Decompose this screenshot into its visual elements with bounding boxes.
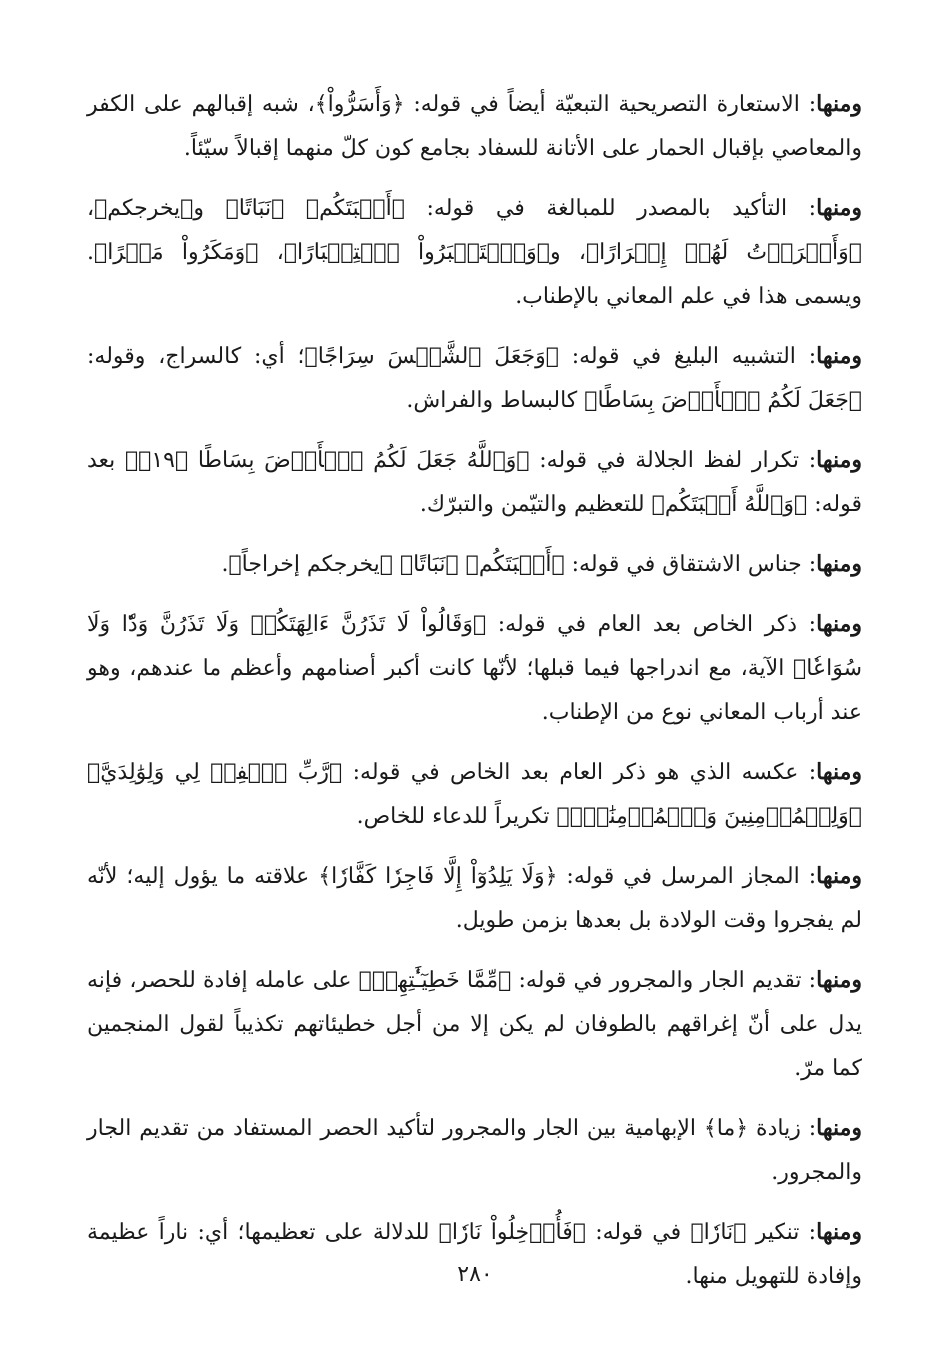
paragraph-lead: ومنها xyxy=(816,1115,862,1141)
page-body xyxy=(87,82,862,1314)
paragraph-9 xyxy=(87,958,862,1091)
paragraph-text: : التشبيه البليغ في قوله: ﴿وَجَعَلَ ٱلشَّمۡسَ سِرَاجًا﴾؛ أي: كالسراج، وقوله: ﴿جَعَلَ لَكُمُ ٱلۡأَرۡضَ بِسَاطًا﴾ كالبساط والفراش. xyxy=(87,344,862,413)
paragraph-lead: ومنها xyxy=(816,967,862,993)
paragraph-lead: ومنها xyxy=(816,343,862,369)
paragraph-text: : جناس الاشتقاق في قوله: ﴿أَنۢبَتَكُم﴾ ﴿نَبَاتًا﴾ ﴿يخرجكم إخراجاً﴾. xyxy=(221,552,817,577)
paragraph-text: : تقديم الجار والمجرور في قوله: ﴿مِّمَّا خَطِيٓـَٰٔتِهِمۡ﴾ على عامله إفادة للحصر، فإنه يدل على أنّ إغراقهم بالطوفان لم يكن إلا من أجل خطيئاتهم تكذيباً لقول المنجمين كما مرّ. xyxy=(87,968,862,1081)
paragraph-lead: ومنها xyxy=(816,551,862,577)
paragraph-2 xyxy=(87,186,862,319)
paragraph-1 xyxy=(87,82,862,171)
paragraph-text: : زيادة ﴿ما﴾ الإبهامية بين الجار والمجرور لتأكيد الحصر المستفاد من تقديم الجار والمجرور. xyxy=(87,1116,862,1185)
paragraph-text: : عكسه الذي هو ذكر العام بعد الخاص في قوله: ﴿رَّبِّ ٱغۡفِرۡ لِي وَلِوَٰلِدَيَّ﴾ ﴿وَلِلۡمُؤۡمِنِينَ وَٱلۡمُؤۡمِنَٰتِۖ﴾ تكريراً للدعاء للخاص. xyxy=(87,760,862,829)
paragraph-lead: ومنها xyxy=(816,611,862,637)
paragraph-lead: ومنها xyxy=(816,759,862,785)
paragraph-text: : المجاز المرسل في قوله: ﴿وَلَا يَلِدُوٓاْ إِلَّا فَاجِرٗا كَفَّارٗا﴾ علاقته ما يؤول إليه؛ لأنّه لم يفجروا وقت الولادة بل بعدها بزمن طويل. xyxy=(87,864,862,933)
paragraph-10 xyxy=(87,1106,862,1195)
paragraph-3 xyxy=(87,334,862,423)
page-number: ٢٨٠ xyxy=(457,1262,493,1287)
paragraph-text: : تكرار لفظ الجلالة في قوله: ﴿وَٱللَّهُ جَعَلَ لَكُمُ ٱلۡأَرۡضَ بِسَاطًا ﴿١٩﴾﴾ بعد قوله: ﴿وَٱللَّهُ أَنۢبَتَكُم﴾ للتعظيم والتيّمن والتبرّك. xyxy=(87,448,862,517)
paragraph-text: : تنكير ﴿نَارٗا﴾ في قوله: ﴿فَأُدۡخِلُواْ نَارٗا﴾ للدلالة على تعظيمها؛ أي: ناراً عظيمة وإفادة للتهويل منها. xyxy=(87,1220,862,1289)
paragraph-text: : التأكيد بالمصدر للمبالغة في قوله: ﴿أَنۢبَتَكُم﴾ ﴿نَبَاتًا﴾ و﴿يخرجكم﴾، ﴿وَأَسۡرَرۡتُ لَهُمۡ إِسۡرَارًا﴾، و﴿وَٱسۡتَكۡبَرُواْ ٱسۡتِكۡبَارًا﴾، ﴿وَمَكَرُواْ مَكۡرًا﴾. ويسمى هذا في علم المعاني بالإطناب. xyxy=(87,196,862,309)
paragraph-text: : الاستعارة التصريحية التبعيّة أيضاً في قوله: ﴿وَأَسَرُّواْ﴾، شبه إقبالهم على الكفر والمعاصي بإقبال الحمار على الأتانة للسفاد بجامع كون كلّ منهما إقبالاً سيّئاً. xyxy=(87,92,862,161)
paragraph-lead: ومنها xyxy=(816,863,862,889)
paragraph-6 xyxy=(87,602,862,735)
paragraph-lead: ومنها xyxy=(816,91,862,117)
paragraph-lead: ومنها xyxy=(816,195,862,221)
paragraph-lead: ومنها xyxy=(816,1219,862,1245)
paragraph-lead: ومنها xyxy=(816,447,862,473)
paragraph-8 xyxy=(87,854,862,943)
paragraph-7 xyxy=(87,750,862,839)
paragraph-4 xyxy=(87,438,862,527)
paragraph-text: : ذكر الخاص بعد العام في قوله: ﴿وَقَالُواْ لَا تَذَرُنَّ ءَالِهَتَكُمۡ وَلَا تَذَرُنَّ وَدّٗا وَلَا سُوَاعٗا﴾ الآية، مع اندراجها فيما قبلها؛ لأنّها كانت أكبر أصنامهم وأعظم ما عندهم، وهو عند أرباب المعاني نوع من الإطناب. xyxy=(87,612,862,725)
paragraph-5 xyxy=(87,542,862,587)
